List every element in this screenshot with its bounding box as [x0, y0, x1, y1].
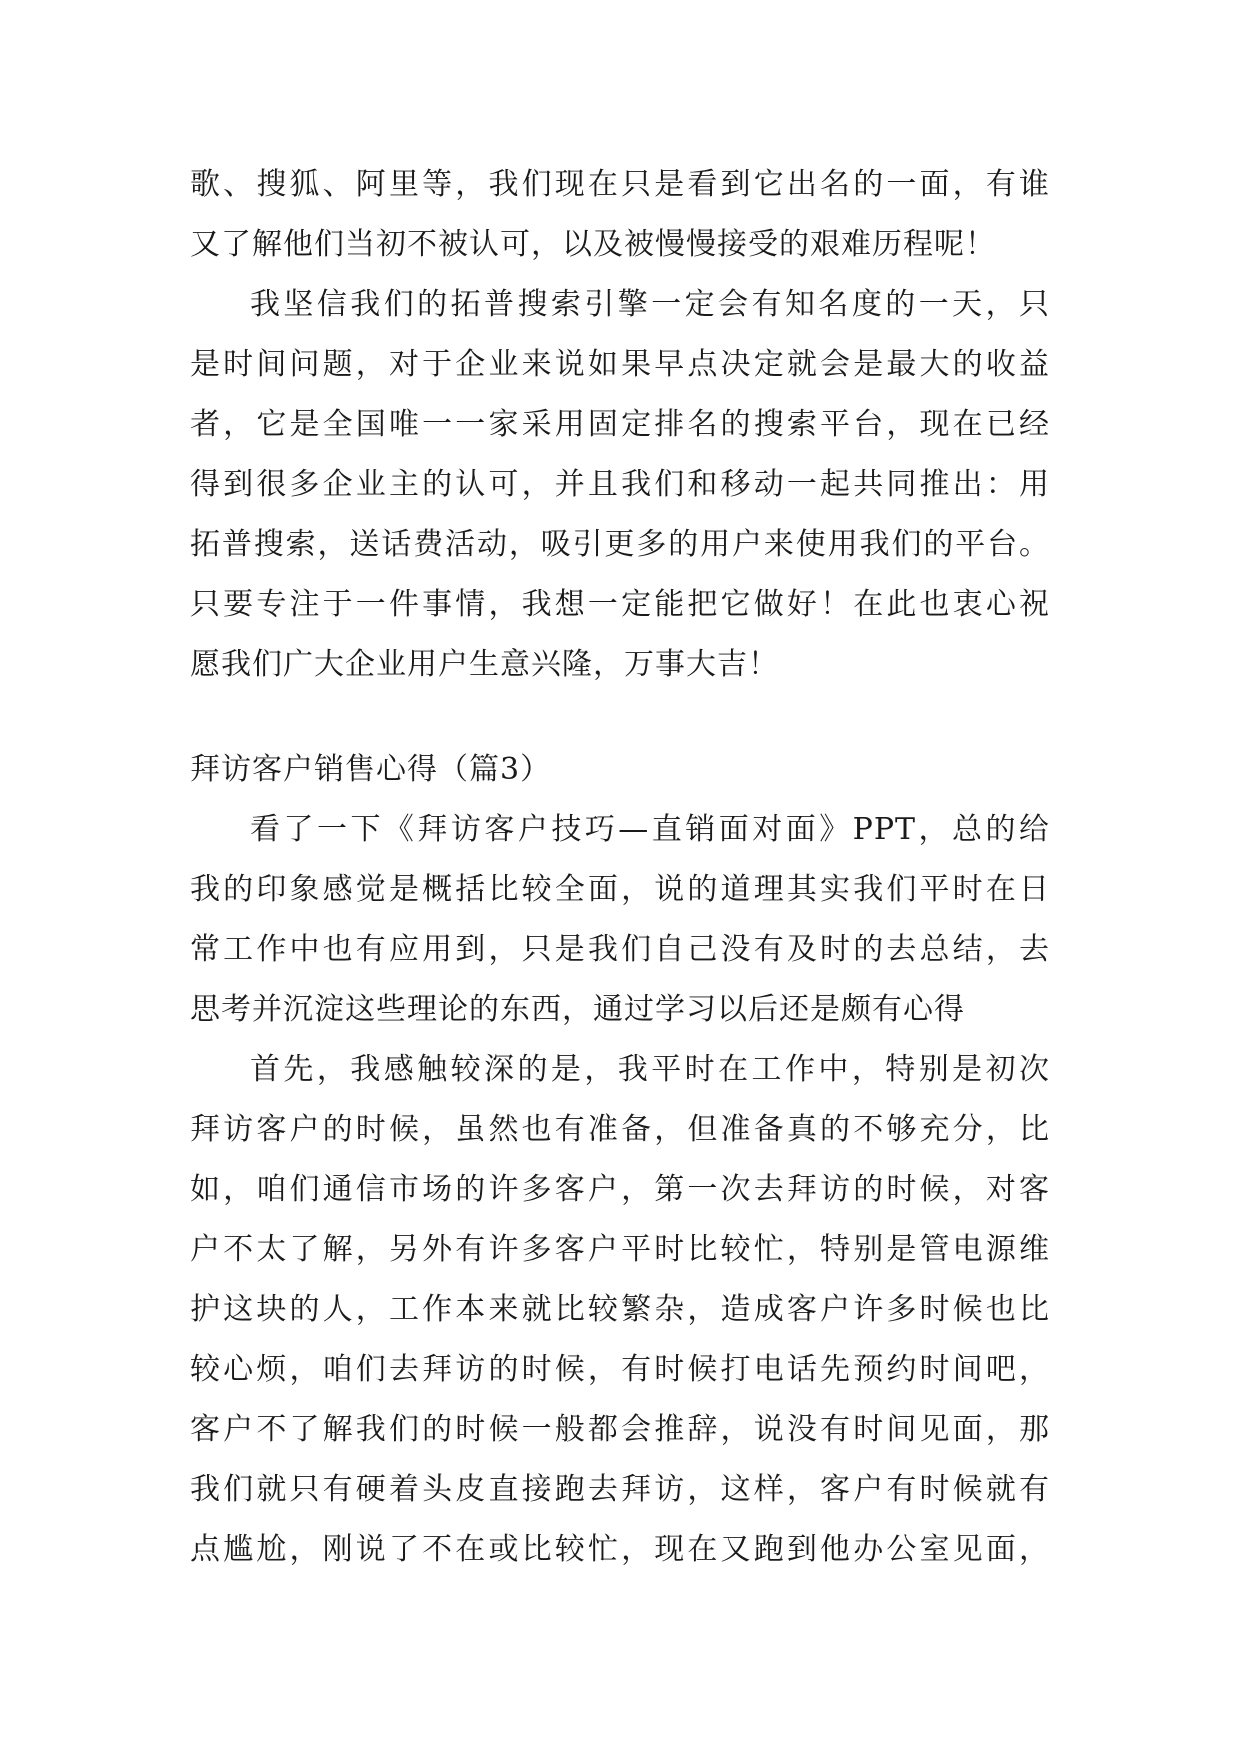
paragraph-line: 得到很多企业主的认可，并且我们和移动一起共同推出：用	[190, 467, 1050, 502]
paragraph-line: 我坚信我们的拓普搜索引擎一定会有知名度的一天，只	[250, 287, 1050, 322]
paragraph-line: 拜访客户的时候，虽然也有准备，但准备真的不够充分，比	[190, 1112, 1050, 1147]
paragraph-line: 是时间问题，对于企业来说如果早点决定就会是最大的收益	[190, 347, 1050, 382]
paragraph-line: 护这块的人，工作本来就比较繁杂，造成客户许多时候也比	[190, 1292, 1050, 1327]
paragraph-line: 首先，我感触较深的是，我平时在工作中，特别是初次	[250, 1052, 1050, 1087]
paragraph-line: 又了解他们当初不被认可，以及被慢慢接受的艰难历程呢！	[190, 227, 996, 262]
paragraph-line: 常工作中也有应用到，只是我们自己没有及时的去总结，去	[190, 932, 1050, 967]
paragraph-line: 歌、搜狐、阿里等，我们现在只是看到它出名的一面，有谁	[190, 167, 1050, 202]
paragraph-line: 看了一下《拜访客户技巧—直销面对面》PPT，总的给	[250, 812, 1050, 847]
paragraph-line: 者，它是全国唯一一家采用固定排名的搜索平台，现在已经	[190, 407, 1050, 442]
paragraph-line: 愿我们广大企业用户生意兴隆，万事大吉！	[190, 647, 779, 682]
paragraph-line: 拓普搜索，送话费活动，吸引更多的用户来使用我们的平台。	[190, 527, 1050, 562]
section-title: 拜访客户销售心得（篇3）	[190, 752, 552, 787]
paragraph-line: 较心烦，咱们去拜访的时候，有时候打电话先预约时间吧，	[190, 1352, 1050, 1387]
paragraph-line: 只要专注于一件事情，我想一定能把它做好！在此也衷心祝	[190, 587, 1050, 622]
paragraph-line: 户不太了解，另外有许多客户平时比较忙，特别是管电源维	[190, 1232, 1050, 1267]
paragraph-line: 思考并沉淀这些理论的东西，通过学习以后还是颇有心得	[190, 992, 965, 1027]
paragraph-line: 我的印象感觉是概括比较全面，说的道理其实我们平时在日	[190, 872, 1050, 907]
paragraph-line: 点尴尬，刚说了不在或比较忙，现在又跑到他办公室见面，	[190, 1532, 1050, 1567]
paragraph-line: 客户不了解我们的时候一般都会推辞，说没有时间见面，那	[190, 1412, 1050, 1447]
paragraph-line: 如，咱们通信市场的许多客户，第一次去拜访的时候，对客	[190, 1172, 1050, 1207]
paragraph-line: 我们就只有硬着头皮直接跑去拜访，这样，客户有时候就有	[190, 1472, 1050, 1507]
